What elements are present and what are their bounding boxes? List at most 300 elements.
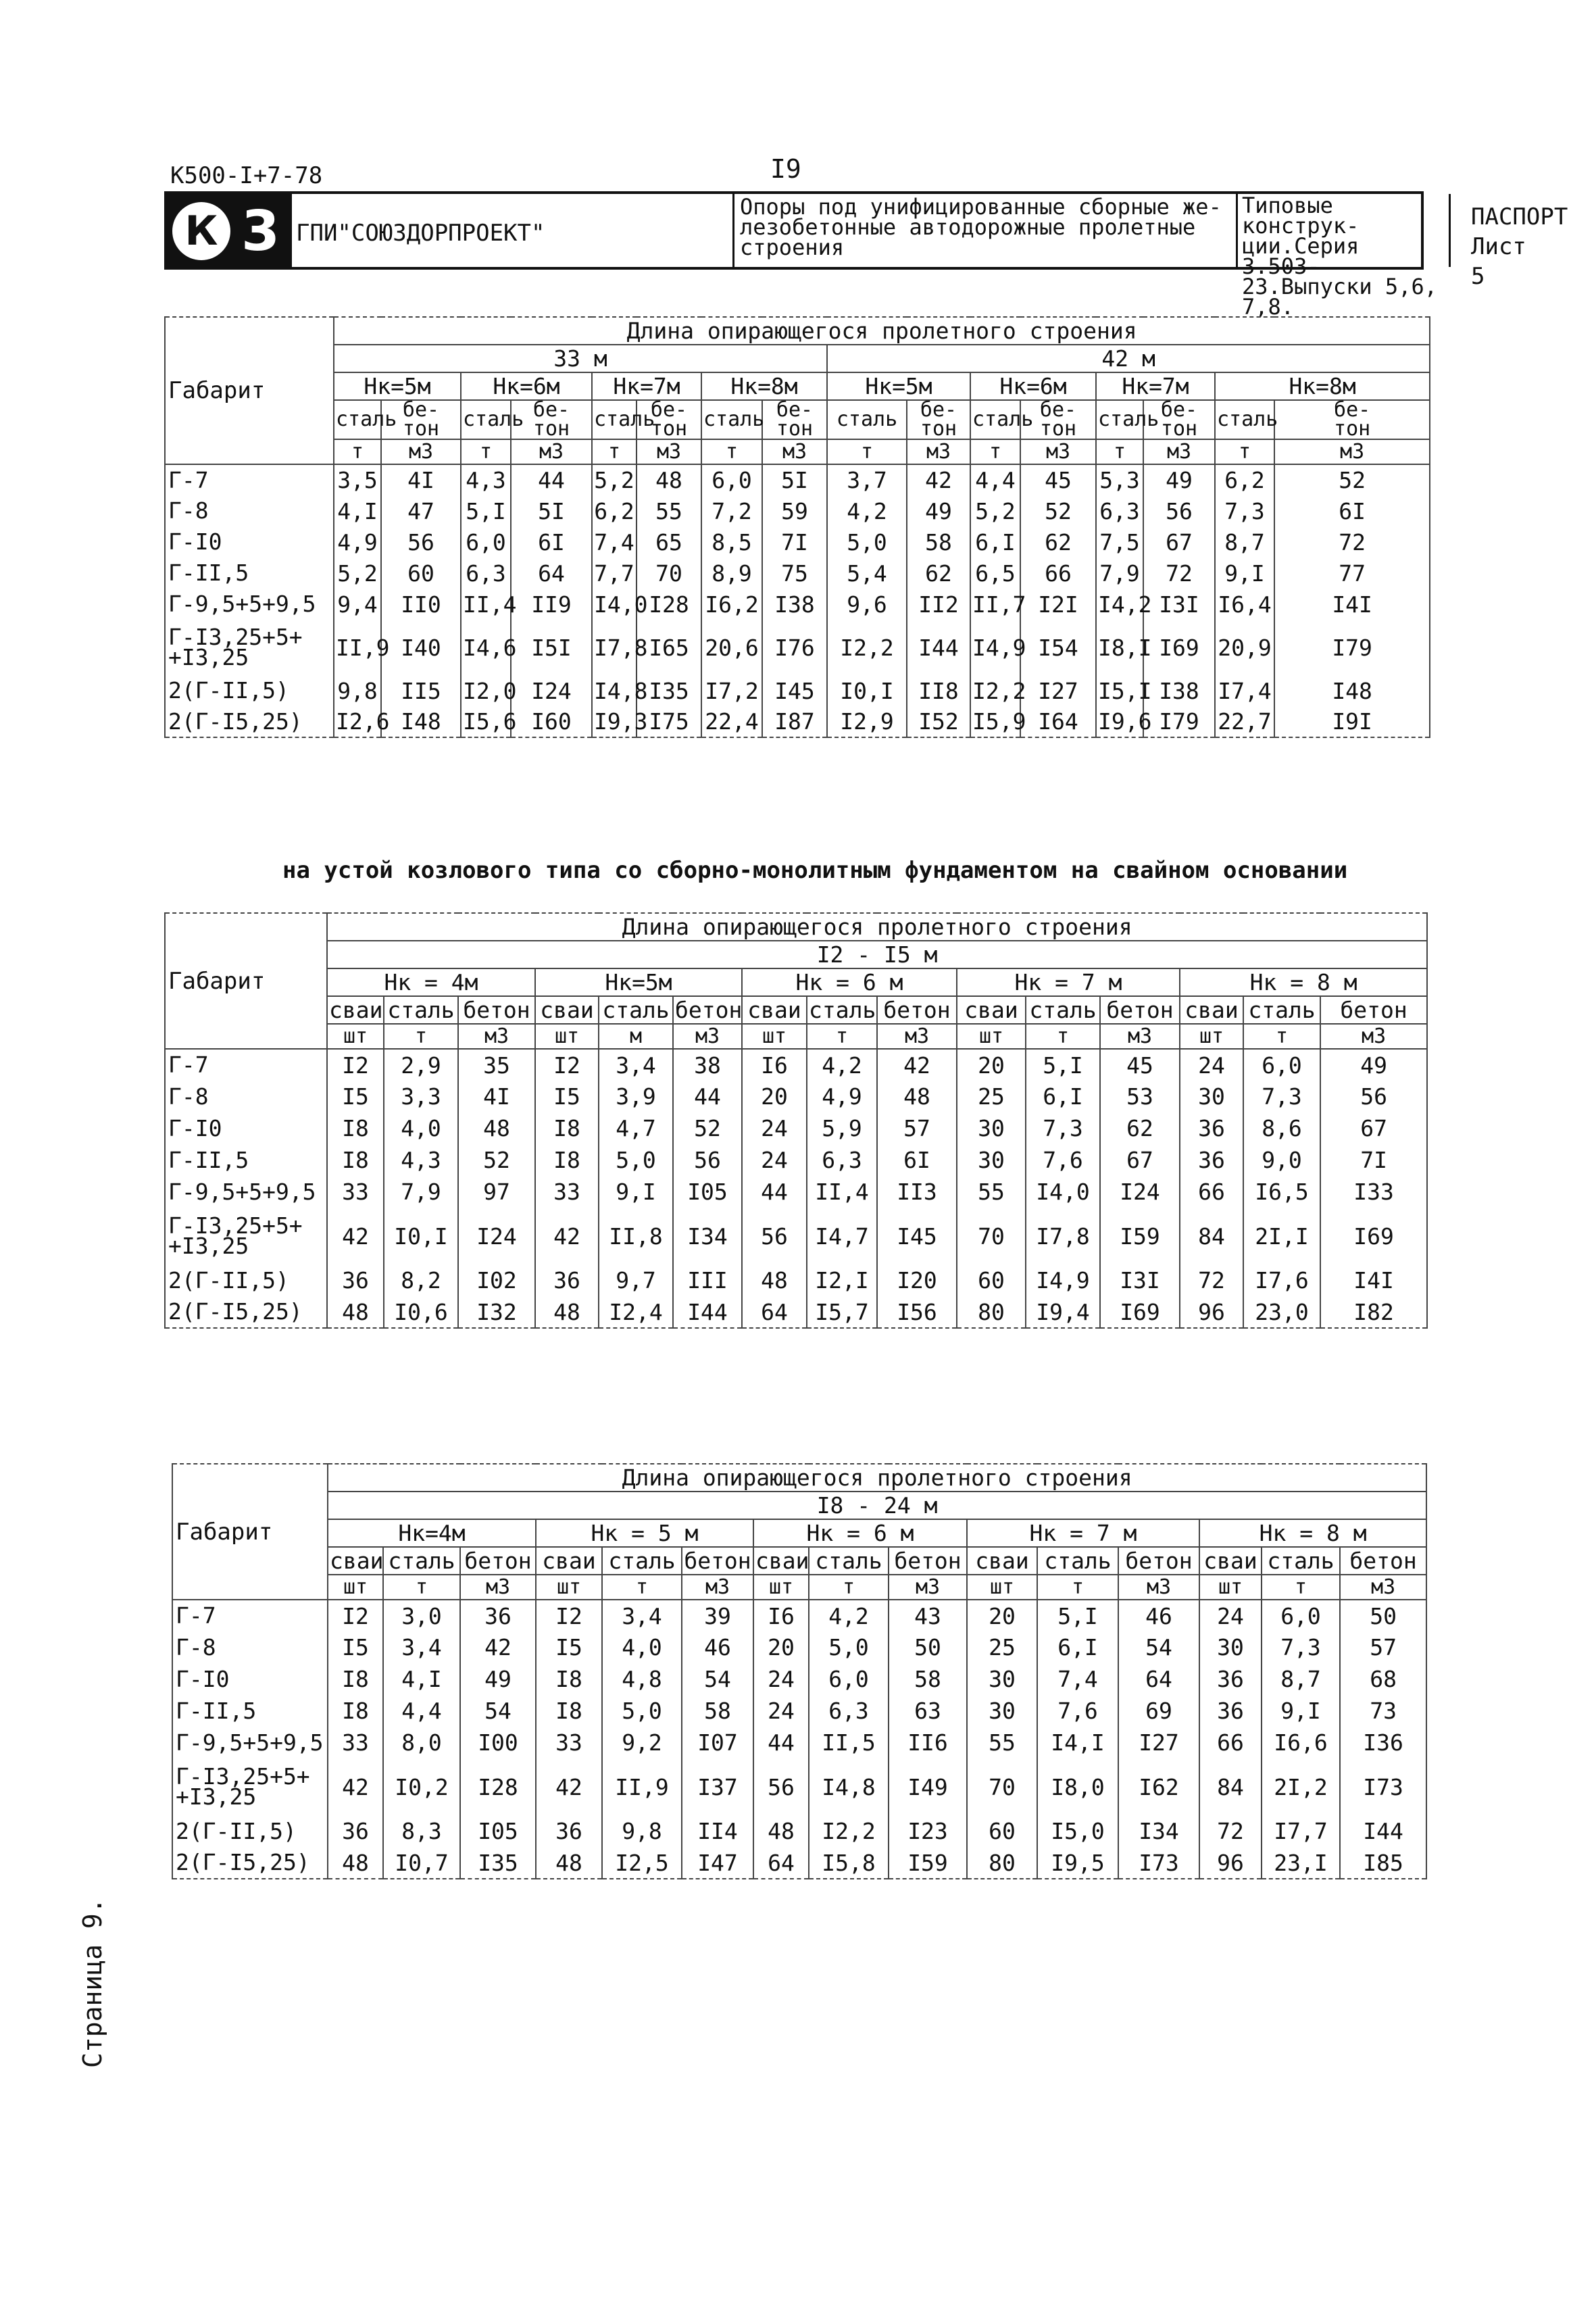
value-cell: 3,5 — [334, 464, 381, 495]
unit-cell: м3 — [907, 439, 970, 464]
unit-cell: т — [592, 439, 637, 464]
value-cell: 7,7 — [592, 558, 637, 589]
value-cell: 6,5 — [970, 558, 1020, 589]
value-cell: 50 — [889, 1631, 967, 1663]
value-cell: 5,0 — [599, 1144, 673, 1176]
value-cell: 42 — [907, 464, 970, 495]
value-cell: 6,І — [1037, 1631, 1118, 1663]
value-cell: 59 — [762, 495, 827, 526]
value-cell: 3,7 — [827, 464, 907, 495]
value-cell: І48 — [1274, 675, 1430, 706]
value-cell: 58 — [682, 1695, 753, 1727]
value-cell: 7І — [1320, 1144, 1427, 1176]
concrete-header-part: бе- — [1334, 398, 1371, 422]
value-cell: 46 — [682, 1631, 753, 1663]
value-cell: І44 — [1340, 1815, 1426, 1847]
unit-cell: т — [383, 1575, 460, 1600]
height-header: Нк = 4м — [327, 968, 535, 996]
table-row — [165, 558, 1430, 589]
gabarit-label: Г-8 — [165, 495, 334, 526]
value-cell: І4,7 — [807, 1208, 877, 1264]
steel-header: сталь — [827, 400, 907, 439]
value-cell: 64 — [511, 558, 592, 589]
value-cell: І47 — [682, 1847, 753, 1879]
document-code: К500-І+7-78 — [170, 162, 323, 189]
value-cell: 7,4 — [1037, 1663, 1118, 1695]
value-cell: 5,2 — [970, 495, 1020, 526]
value-cell: І2 — [328, 1600, 383, 1631]
description-line: Опоры под унифицированные сборные же- — [740, 194, 1222, 220]
unit-cell: м3 — [1020, 439, 1096, 464]
value-cell: 30 — [957, 1112, 1026, 1144]
value-cell: 9,7 — [599, 1264, 673, 1296]
height-header: Нк=7м — [592, 372, 701, 400]
value-cell: 7,6 — [1026, 1144, 1100, 1176]
unit-cell: м — [599, 1024, 673, 1049]
page-number: І9 — [770, 154, 801, 184]
height-header: Нк=6м — [970, 372, 1096, 400]
value-cell: І8 — [328, 1695, 383, 1727]
concrete-header-part: тон — [532, 417, 570, 441]
value-cell: 63 — [889, 1695, 967, 1727]
table-title: Длина опирающегося пролетного строения — [334, 317, 1430, 345]
value-cell: І5,6 — [461, 706, 511, 737]
value-cell: І5,8 — [809, 1847, 889, 1879]
value-cell: 46 — [1118, 1600, 1199, 1631]
concrete-header-part: тон — [650, 417, 688, 441]
value-cell: 84 — [1180, 1208, 1243, 1264]
value-cell: 49 — [1143, 464, 1215, 495]
value-cell: І4,І — [1037, 1727, 1118, 1758]
height-header: Нк=5м — [827, 372, 970, 400]
value-cell: І76 — [762, 620, 827, 675]
value-cell: 3,4 — [599, 1049, 673, 1081]
value-cell: 52 — [1020, 495, 1096, 526]
logo — [167, 194, 292, 267]
passport-info: ПАСПОРТ Лист 5 — [1471, 203, 1568, 290]
value-cell: 56 — [673, 1144, 742, 1176]
value-cell: 7,3 — [1026, 1112, 1100, 1144]
height-header: Нк = 8 м — [1180, 968, 1427, 996]
value-cell: 4,2 — [809, 1600, 889, 1631]
unit-cell: м3 — [877, 1024, 957, 1049]
height-header: Нк=4м — [328, 1519, 536, 1547]
value-cell: І35 — [637, 675, 701, 706]
steel-header: сталь — [592, 400, 637, 439]
value-cell: І2,5 — [602, 1847, 682, 1879]
value-cell: І05 — [673, 1176, 742, 1208]
value-cell: І9,5 — [1037, 1847, 1118, 1879]
value-cell: І2,2 — [827, 620, 907, 675]
unit-cell: м3 — [1143, 439, 1215, 464]
gabarit-label: Г-І0 — [165, 1112, 327, 1144]
gabarit-label: 2(Г-І5,25) — [165, 1296, 327, 1328]
value-cell: 80 — [967, 1847, 1037, 1879]
value-cell: І8 — [535, 1112, 599, 1144]
series-line: Типовые конструк- — [1242, 193, 1360, 239]
value-cell: 56 — [742, 1208, 807, 1264]
unit-cell: шт — [535, 1024, 599, 1049]
height-header: Нк = 6 м — [753, 1519, 967, 1547]
value-cell: 48 — [637, 464, 701, 495]
table-row — [165, 1049, 1427, 1081]
value-cell: 77 — [1274, 558, 1430, 589]
value-cell: 96 — [1199, 1847, 1262, 1879]
value-cell: І4,0 — [1026, 1176, 1100, 1208]
value-cell: І0,І — [827, 675, 907, 706]
value-cell: 6,2 — [1215, 464, 1274, 495]
value-cell: І5,І — [1096, 675, 1143, 706]
value-cell: 48 — [327, 1296, 384, 1328]
value-cell: І54 — [1020, 620, 1096, 675]
value-cell: І59 — [1100, 1208, 1180, 1264]
unit-cell: м3 — [1100, 1024, 1180, 1049]
table-row — [165, 464, 1430, 495]
value-cell: 72 — [1199, 1815, 1262, 1847]
value-cell: 67 — [1320, 1112, 1427, 1144]
value-cell: ІІ0 — [381, 589, 461, 620]
value-cell: І37 — [682, 1758, 753, 1815]
value-cell: І52 — [907, 706, 970, 737]
value-cell: ІІ4 — [682, 1815, 753, 1847]
value-cell: 9,8 — [602, 1815, 682, 1847]
value-cell: 56 — [381, 526, 461, 558]
value-cell: 24 — [1199, 1600, 1262, 1631]
section-subtitle: на устой козлового типа со сборно-монолитным фундаментом на свайном основании — [282, 857, 1348, 884]
value-cell: 7,6 — [1037, 1695, 1118, 1727]
value-cell: І73 — [1340, 1758, 1426, 1815]
value-cell: 48 — [535, 1296, 599, 1328]
value-cell: 36 — [327, 1264, 384, 1296]
value-cell: 96 — [1180, 1296, 1243, 1328]
value-cell: 4,І — [334, 495, 381, 526]
concrete-header-part: бе- — [776, 398, 814, 422]
value-cell: 60 — [381, 558, 461, 589]
value-cell: І4І — [1320, 1264, 1427, 1296]
value-cell: І75 — [637, 706, 701, 737]
unit-cell: т — [807, 1024, 877, 1049]
height-header: Нк=5м — [535, 968, 742, 996]
value-cell: І27 — [1118, 1727, 1199, 1758]
value-cell: 33 — [328, 1727, 383, 1758]
value-cell: І34 — [1118, 1815, 1199, 1847]
title-block — [164, 191, 1568, 320]
value-cell: 4,7 — [599, 1112, 673, 1144]
value-cell: 38 — [673, 1049, 742, 1081]
steel-header: сталь — [970, 400, 1020, 439]
value-cell: 30 — [957, 1144, 1026, 1176]
value-cell: 6,0 — [1243, 1049, 1320, 1081]
value-cell: 20 — [753, 1631, 809, 1663]
unit-cell: м3 — [1274, 439, 1430, 464]
table-row — [172, 1758, 1426, 1815]
concrete-header-part: тон — [1039, 417, 1077, 441]
value-cell: 52 — [458, 1144, 535, 1176]
value-cell: 20 — [957, 1049, 1026, 1081]
table-row — [165, 706, 1430, 737]
value-cell: 30 — [967, 1695, 1037, 1727]
value-cell: 36 — [1199, 1695, 1262, 1727]
unit-cell: шт — [967, 1575, 1037, 1600]
subhead-cell: сваи — [967, 1547, 1037, 1575]
value-cell: І85 — [1340, 1847, 1426, 1879]
value-cell: І4,8 — [592, 675, 637, 706]
value-cell: І5 — [328, 1631, 383, 1663]
subhead-cell: сталь — [807, 996, 877, 1024]
gabarit-label: Г-І3,25+5+ +І3,25 — [172, 1758, 328, 1815]
value-cell: 3,9 — [599, 1081, 673, 1112]
value-cell: 45 — [1100, 1049, 1180, 1081]
gabarit-label: Г-ІІ,5 — [172, 1695, 328, 1727]
value-cell: 23,0 — [1243, 1296, 1320, 1328]
concrete-header — [1274, 400, 1430, 439]
value-cell: 36 — [1180, 1112, 1243, 1144]
value-cell: ІІ5 — [381, 675, 461, 706]
concrete-header-part: бе- — [650, 398, 688, 422]
unit-cell: м3 — [1320, 1024, 1427, 1049]
value-cell: 2І,І — [1243, 1208, 1320, 1264]
unit-cell: т — [701, 439, 762, 464]
unit-cell: м3 — [889, 1575, 967, 1600]
value-cell: ІІІ — [673, 1264, 742, 1296]
value-cell: 47 — [381, 495, 461, 526]
value-cell: І40 — [381, 620, 461, 675]
value-cell: І05 — [460, 1815, 536, 1847]
value-cell: 23,І — [1262, 1847, 1340, 1879]
value-cell: І2,2 — [970, 675, 1020, 706]
value-cell: І4,8 — [809, 1758, 889, 1815]
value-cell: І45 — [877, 1208, 957, 1264]
value-cell: І4,9 — [970, 620, 1020, 675]
unit-cell: м3 — [381, 439, 461, 464]
document-description — [734, 194, 1238, 267]
gabarit-label: Г-7 — [172, 1600, 328, 1631]
unit-cell: м3 — [637, 439, 701, 464]
unit-cell: т — [1096, 439, 1143, 464]
height-header: Нк = 8 м — [1199, 1519, 1426, 1547]
value-cell: 4І — [381, 464, 461, 495]
unit-cell: т — [809, 1575, 889, 1600]
table-row — [172, 1727, 1426, 1758]
table-row — [172, 1815, 1426, 1847]
value-cell: 5І — [762, 464, 827, 495]
value-cell: І2 — [536, 1600, 602, 1631]
value-cell: 56 — [1143, 495, 1215, 526]
table-row — [165, 1296, 1427, 1328]
value-cell: 36 — [536, 1815, 602, 1847]
steel-header: сталь — [1215, 400, 1274, 439]
value-cell: І7,2 — [701, 675, 762, 706]
value-cell: 45 — [1020, 464, 1096, 495]
value-cell: І5 — [536, 1631, 602, 1663]
gabarit-label: Г-7 — [165, 1049, 327, 1081]
value-cell: І8,І — [1096, 620, 1143, 675]
value-cell: 4,9 — [334, 526, 381, 558]
value-cell: 50 — [1340, 1600, 1426, 1631]
value-cell: І2 — [535, 1049, 599, 1081]
gabarit-label: Г-9,5+5+9,5 — [165, 1176, 327, 1208]
value-cell: І4І — [1274, 589, 1430, 620]
value-cell: 2І,2 — [1262, 1758, 1340, 1815]
value-cell: 4,0 — [602, 1631, 682, 1663]
value-cell: 9,І — [599, 1176, 673, 1208]
subhead-cell: сталь — [809, 1547, 889, 1575]
value-cell: І0,І — [384, 1208, 458, 1264]
value-cell: І65 — [637, 620, 701, 675]
value-cell: І5 — [535, 1081, 599, 1112]
unit-cell: шт — [327, 1024, 384, 1049]
height-header: Нк = 7 м — [967, 1519, 1199, 1547]
height-header: Нк = 5 м — [536, 1519, 753, 1547]
value-cell: 33 — [536, 1727, 602, 1758]
unit-cell: т — [384, 1024, 458, 1049]
gabarit-label: Г-І0 — [172, 1663, 328, 1695]
value-cell: 7,3 — [1243, 1081, 1320, 1112]
value-cell: І7,8 — [1026, 1208, 1100, 1264]
table-row — [172, 1600, 1426, 1631]
value-cell: І6,6 — [1262, 1727, 1340, 1758]
value-cell: 20 — [967, 1600, 1037, 1631]
gabarit-label: Г-9,5+5+9,5 — [165, 589, 334, 620]
value-cell: 42 — [877, 1049, 957, 1081]
unit-cell: м3 — [682, 1575, 753, 1600]
value-cell: 49 — [460, 1663, 536, 1695]
value-cell: 9,6 — [827, 589, 907, 620]
value-cell: І79 — [1274, 620, 1430, 675]
value-cell: І7,4 — [1215, 675, 1274, 706]
value-cell: І0,6 — [384, 1296, 458, 1328]
table-row — [165, 1112, 1427, 1144]
value-cell: 42 — [328, 1758, 383, 1815]
subhead-cell: сталь — [599, 996, 673, 1024]
concrete-header-part: бе- — [920, 398, 957, 422]
value-cell: І59 — [889, 1847, 967, 1879]
value-cell: І36 — [1340, 1727, 1426, 1758]
unit-cell: шт — [328, 1575, 383, 1600]
value-cell: 44 — [742, 1176, 807, 1208]
value-cell: 56 — [1320, 1081, 1427, 1112]
value-cell: 60 — [957, 1264, 1026, 1296]
value-cell: 62 — [907, 558, 970, 589]
value-cell: 54 — [682, 1663, 753, 1695]
value-cell: 48 — [328, 1847, 383, 1879]
value-cell: 7,4 — [592, 526, 637, 558]
value-cell: І6,4 — [1215, 589, 1274, 620]
value-cell: 5,3 — [1096, 464, 1143, 495]
value-cell: 66 — [1020, 558, 1096, 589]
value-cell: 70 — [967, 1758, 1037, 1815]
value-cell: 5,0 — [602, 1695, 682, 1727]
subhead-cell: бетон — [458, 996, 535, 1024]
value-cell: І6,2 — [701, 589, 762, 620]
value-cell: 44 — [511, 464, 592, 495]
table-row — [165, 1081, 1427, 1112]
unit-cell: м3 — [762, 439, 827, 464]
value-cell: І3І — [1143, 589, 1215, 620]
value-cell: 8,0 — [383, 1727, 460, 1758]
value-cell: 36 — [535, 1264, 599, 1296]
value-cell: І24 — [1100, 1176, 1180, 1208]
height-header: Нк=6м — [461, 372, 592, 400]
value-cell: 48 — [458, 1112, 535, 1144]
value-cell: 8,2 — [384, 1264, 458, 1296]
value-cell: І44 — [907, 620, 970, 675]
value-cell: І00 — [460, 1727, 536, 1758]
value-cell: 6,3 — [809, 1695, 889, 1727]
value-cell: 9,4 — [334, 589, 381, 620]
value-cell: 30 — [1180, 1081, 1243, 1112]
value-cell: 8,7 — [1215, 526, 1274, 558]
value-cell: 4,І — [383, 1663, 460, 1695]
value-cell: 42 — [535, 1208, 599, 1264]
value-cell: І8 — [536, 1663, 602, 1695]
value-cell: 9,І — [1262, 1695, 1340, 1727]
value-cell: 55 — [967, 1727, 1037, 1758]
height-header: Нк=7м — [1096, 372, 1215, 400]
value-cell: 66 — [1199, 1727, 1262, 1758]
unit-cell: т — [827, 439, 907, 464]
value-cell: 62 — [1020, 526, 1096, 558]
value-cell: 69 — [1118, 1695, 1199, 1727]
value-cell: ІІ,4 — [807, 1176, 877, 1208]
value-cell: 36 — [1199, 1663, 1262, 1695]
value-cell: 60 — [967, 1815, 1037, 1847]
table-row — [165, 1208, 1427, 1264]
unit-cell: шт — [1180, 1024, 1243, 1049]
value-cell: І6 — [742, 1049, 807, 1081]
value-cell: І32 — [458, 1296, 535, 1328]
gabarit-label: Г-ІІ,5 — [165, 558, 334, 589]
value-cell: 39 — [682, 1600, 753, 1631]
unit-cell: т — [1026, 1024, 1100, 1049]
unit-cell: м3 — [511, 439, 592, 464]
table-row — [165, 526, 1430, 558]
value-cell: 20 — [742, 1081, 807, 1112]
value-cell: 54 — [460, 1695, 536, 1727]
gabarit-label: 2(Г-І5,25) — [172, 1847, 328, 1879]
unit-cell: шт — [753, 1575, 809, 1600]
unit-row — [172, 1575, 1426, 1600]
value-cell: І64 — [1020, 706, 1096, 737]
value-cell: 24 — [753, 1663, 809, 1695]
value-cell: 52 — [673, 1112, 742, 1144]
value-cell: І9,3 — [592, 706, 637, 737]
subhead-cell: сталь — [1262, 1547, 1340, 1575]
series-line: ции.Серия 3.503- — [1242, 233, 1360, 279]
steel-header: сталь — [701, 400, 762, 439]
value-cell: І20 — [877, 1264, 957, 1296]
height-header: Нк=5м — [334, 372, 461, 400]
unit-cell: т — [602, 1575, 682, 1600]
value-cell: 6,0 — [701, 464, 762, 495]
table-row — [165, 675, 1430, 706]
value-cell: І8,0 — [1037, 1758, 1118, 1815]
value-cell: ІІ,4 — [461, 589, 511, 620]
gabarit-label: 2(Г-ІІ,5) — [165, 675, 334, 706]
value-cell: 84 — [1199, 1758, 1262, 1815]
value-cell: І27 — [1020, 675, 1096, 706]
value-cell: І8 — [327, 1144, 384, 1176]
value-cell: 42 — [460, 1631, 536, 1663]
value-cell: І2,4 — [599, 1296, 673, 1328]
unit-cell: м3 — [1340, 1575, 1426, 1600]
value-cell: І4,9 — [1026, 1264, 1100, 1296]
value-cell: ІІ,9 — [602, 1758, 682, 1815]
value-cell: 6,0 — [461, 526, 511, 558]
concrete-header-part: тон — [1334, 417, 1371, 441]
value-cell: 8,3 — [383, 1815, 460, 1847]
unit-row — [165, 1024, 1427, 1049]
